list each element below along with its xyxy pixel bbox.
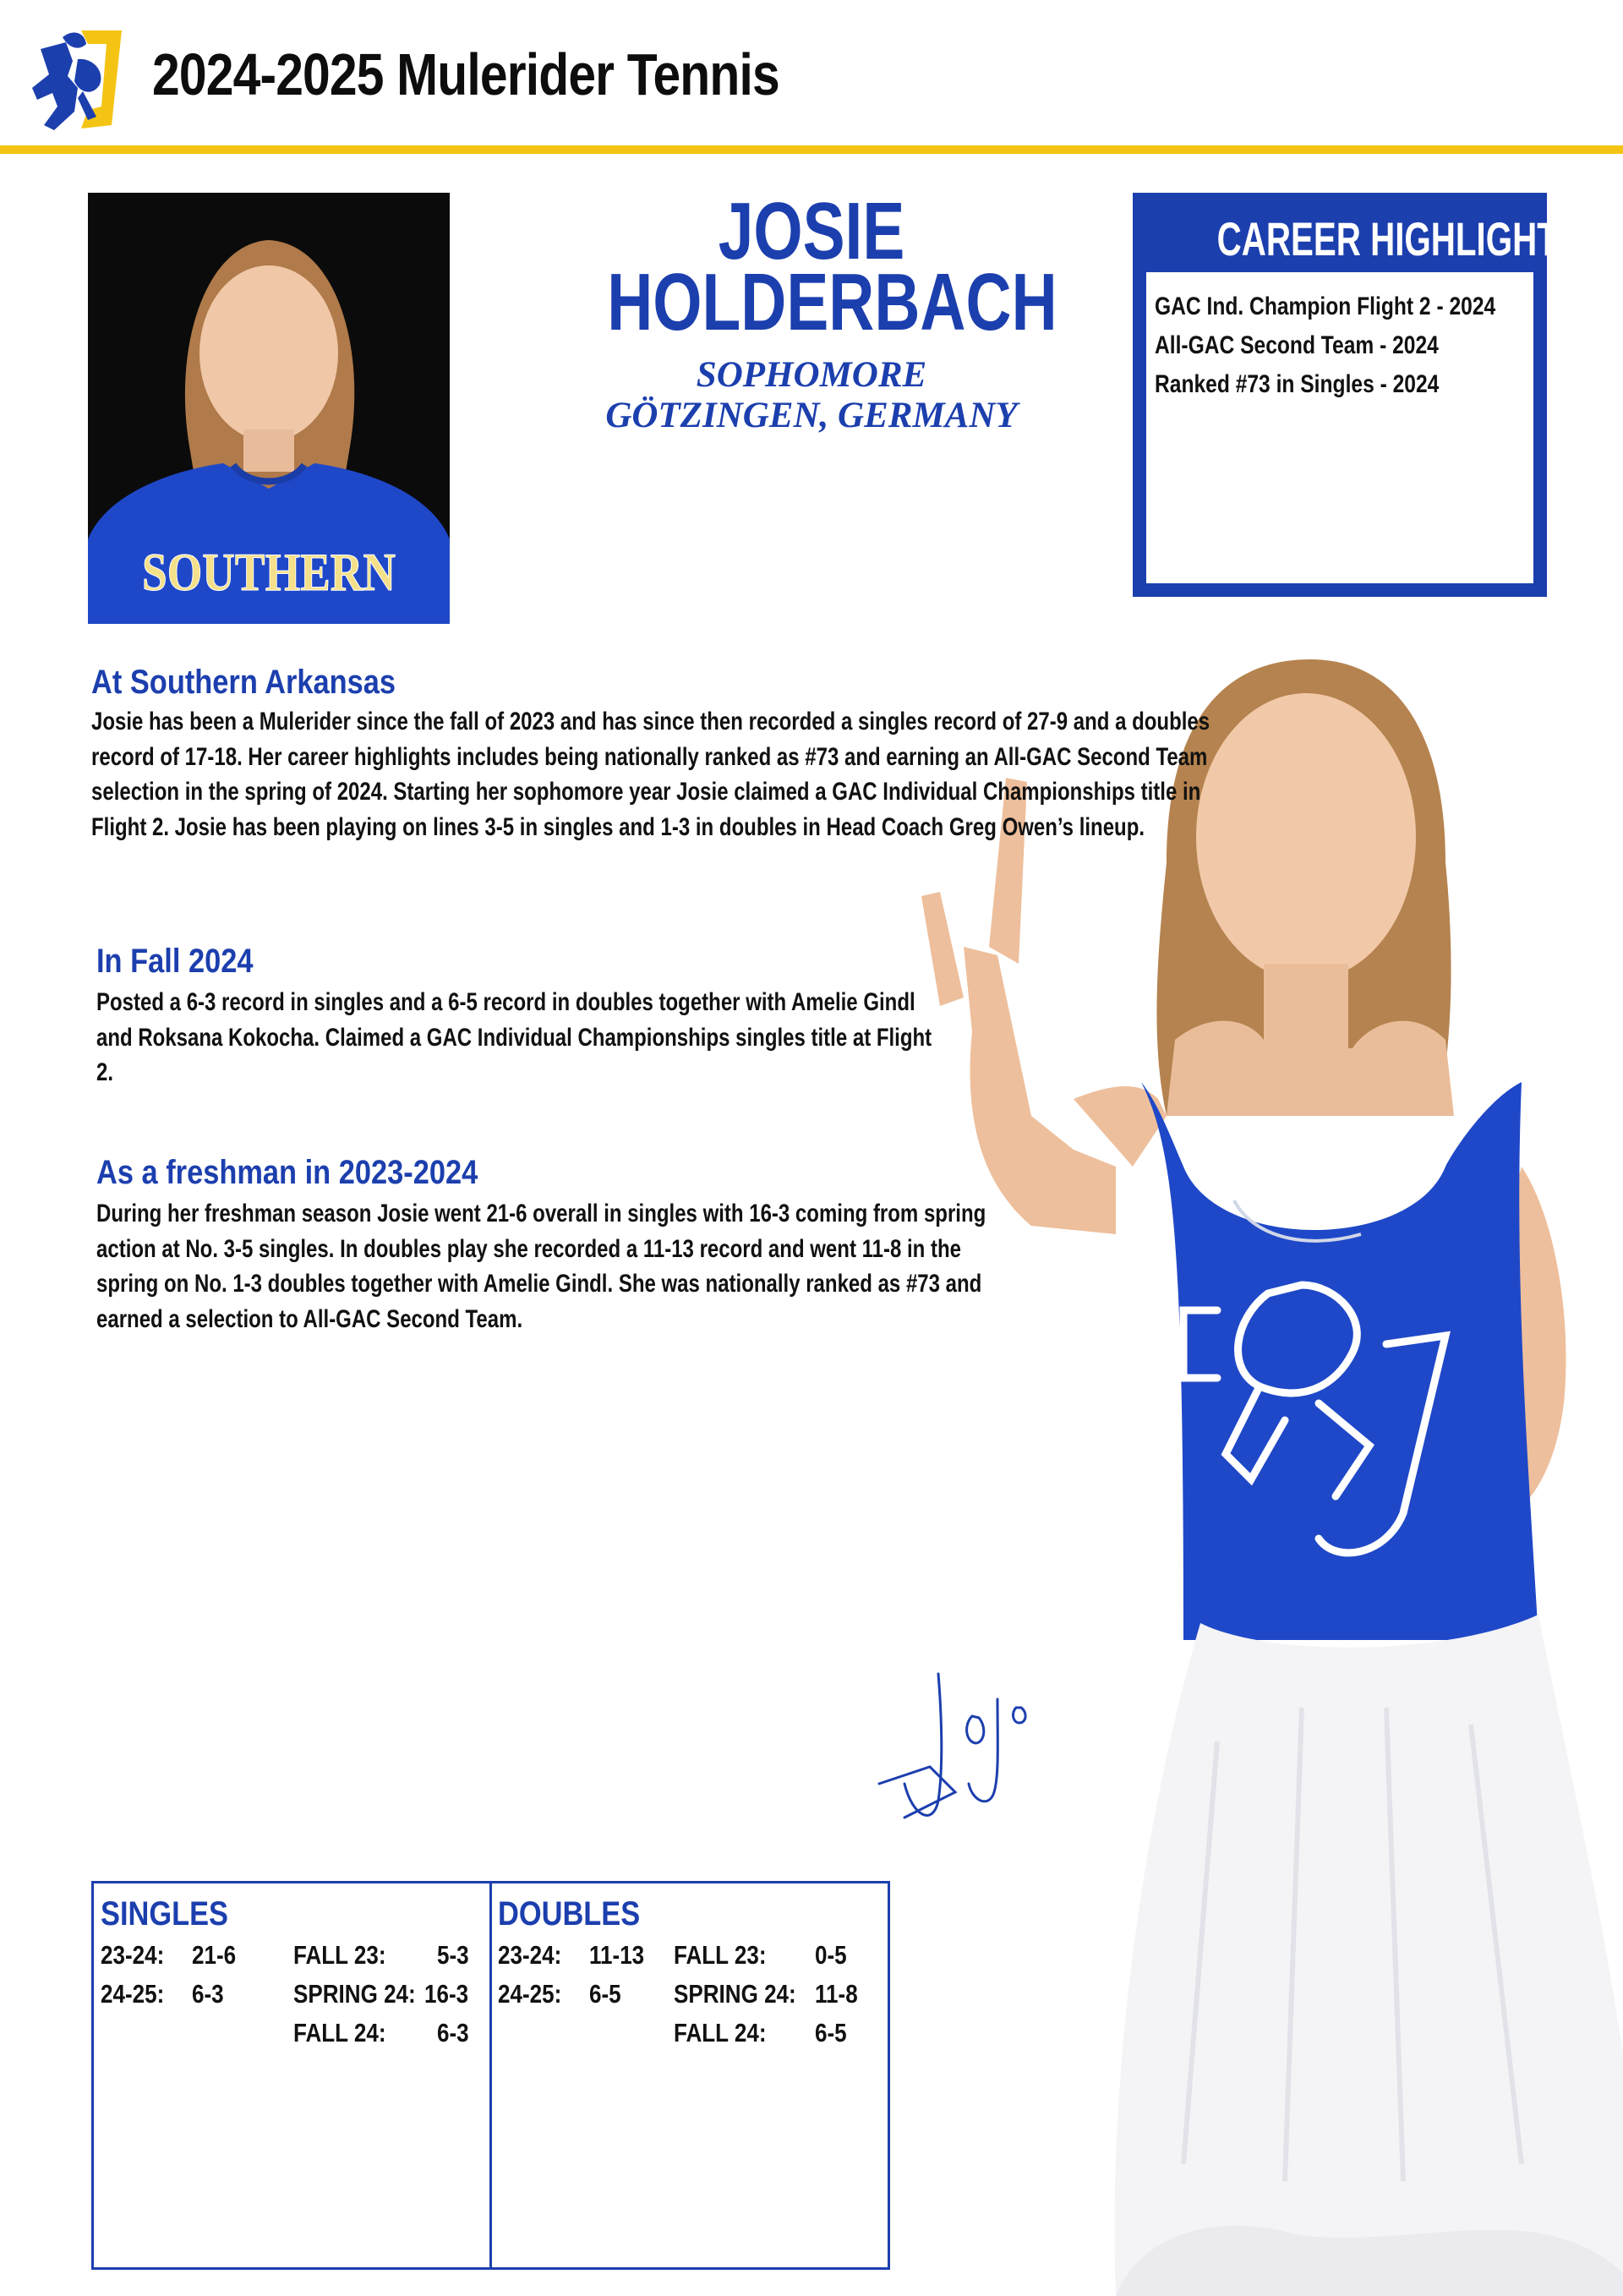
- signature: [871, 1665, 1040, 1834]
- page-header: [0, 0, 1623, 150]
- stat-label: 23-24:: [498, 1940, 562, 1970]
- doubles-heading: DOUBLES: [498, 1895, 641, 1932]
- section-heading: As a freshman in 2023-2024: [96, 1154, 478, 1191]
- stat-label: 23-24:: [101, 1940, 165, 1970]
- stat-value: 6-5: [589, 1979, 621, 2009]
- stats-table: [91, 1881, 890, 2270]
- stats-divider: [489, 1883, 492, 2267]
- player-first-name: JOSIE: [718, 186, 905, 276]
- singles-heading: SINGLES: [101, 1895, 229, 1932]
- stat-label: FALL 23:: [674, 1940, 767, 1970]
- stat-label: FALL 24:: [293, 2018, 386, 2047]
- player-hometown: GÖTZINGEN, GERMANY: [605, 396, 1018, 435]
- headshot-shirt-text: SOUTHERN: [142, 542, 396, 602]
- stat-value: 6-3: [192, 1979, 224, 2009]
- stat-value: 5-3: [437, 1940, 469, 1970]
- career-highlight-item: Ranked #73 in Singles - 2024: [1155, 370, 1440, 398]
- stat-row: [101, 1975, 485, 2014]
- stat-value: 16-3: [424, 1979, 469, 2009]
- header-divider: [0, 145, 1623, 154]
- section-body: Josie has been a Mulerider since the fall of 2023 and has since then recorded a singles record of 27-9 and a doubles record of 17-18. Her career highlights includes being nationally ranked as #73 and earning an All-GAC Second Team selection in the spring of 2024. Starting her sophomore year Josie claimed a GAC Individual Championships title in Flight 2. Josie has been playing on lines 3-5 in singles and 1-3 in doubles in Head Coach Greg Owen’s lineup.: [91, 708, 1210, 841]
- stat-value: 6-5: [815, 2018, 847, 2047]
- career-highlight-item: GAC Ind. Champion Flight 2 - 2024: [1155, 292, 1496, 320]
- stat-row: [498, 2014, 883, 2053]
- section-heading: In Fall 2024: [96, 943, 254, 980]
- stat-label: SPRING 24:: [674, 1979, 796, 2009]
- stat-label: SPRING 24:: [293, 1979, 416, 2009]
- stat-value: 6-3: [437, 2018, 469, 2047]
- section-body: During her freshman season Josie went 21-6 overall in singles with 16-3 coming from spring action at No. 3-5 singles. In doubles play she recorded a 11-13 record and went 11-8 in the spring on No. 1-3 doubles together with Amelie Gindl. She was nationally ranked as #73 and earned a selection to All-GAC Second Team.: [96, 1200, 986, 1333]
- stat-row: [498, 1936, 883, 1975]
- player-last-name: HOLDERBACH: [607, 257, 1057, 347]
- mulerider-logo-icon: [29, 25, 132, 135]
- career-highlight-item: All-GAC Second Team - 2024: [1155, 331, 1439, 359]
- stat-value: 11-8: [815, 1979, 858, 2009]
- stat-label: 24-25:: [101, 1979, 165, 2009]
- stat-row: [101, 2014, 485, 2053]
- stat-label: 24-25:: [498, 1979, 562, 2009]
- stat-value: 0-5: [815, 1940, 847, 1970]
- doubles-stats: [498, 1892, 883, 2053]
- section-heading: At Southern Arkansas: [91, 664, 396, 701]
- player-action-photo: [862, 642, 1623, 2296]
- page-title: 2024-2025 Mulerider Tennis: [152, 41, 779, 107]
- stat-value: 21-6: [192, 1940, 237, 1970]
- player-class-year: SOPHOMORE: [696, 355, 927, 395]
- stat-label: FALL 23:: [293, 1940, 386, 1970]
- stat-row: [101, 1936, 485, 1975]
- headshot-photo: [88, 193, 450, 624]
- section-body: Posted a 6-3 record in singles and a 6-5 record in doubles together with Amelie Gindl and Roksana Kokocha. Claimed a GAC Individual Championships singles title at Flight 2.: [96, 988, 932, 1086]
- stat-value: 11-13: [589, 1940, 645, 1970]
- career-highlights-list: [1155, 287, 1527, 404]
- singles-stats: [101, 1892, 485, 2053]
- player-info: [549, 186, 1074, 436]
- career-highlights-title: CAREER HIGHLIGHTS: [1146, 206, 1533, 272]
- stat-row: [498, 1975, 883, 2014]
- stat-label: FALL 24:: [674, 2018, 767, 2047]
- career-highlights-box: [1133, 193, 1581, 597]
